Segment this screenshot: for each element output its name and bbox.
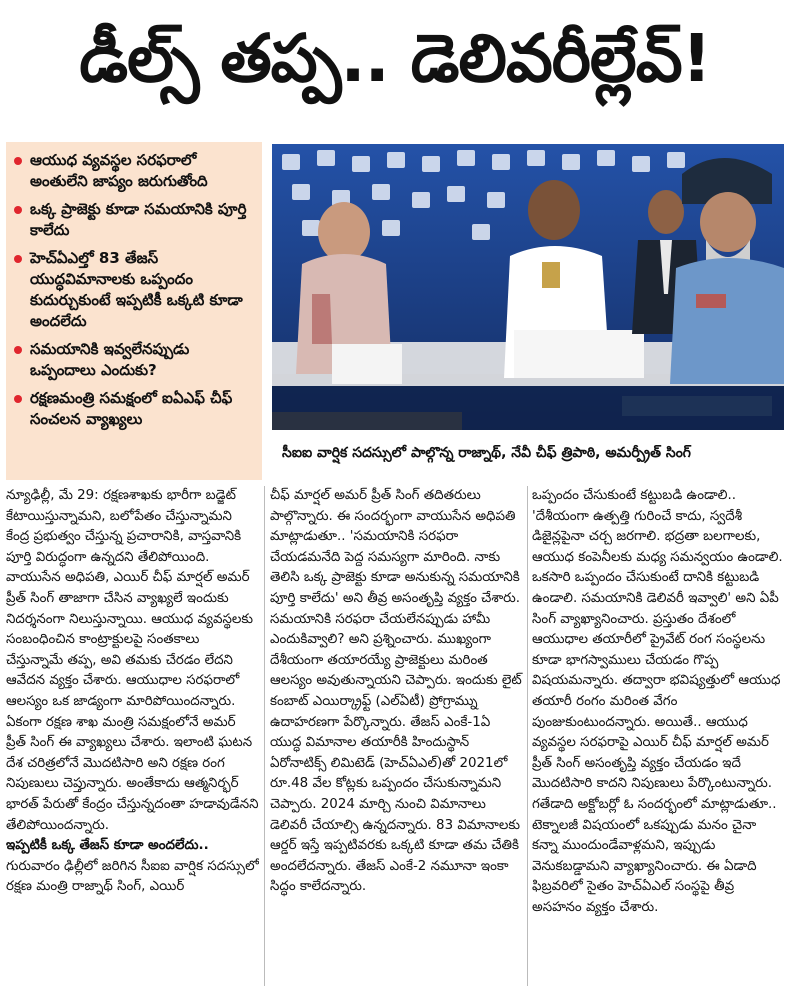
article-column-1 bbox=[6, 486, 259, 991]
article-paragraph: న్యూఢిల్లీ, మే 29: రక్షణశాఖకు భారీగా బడ్జెట్ కేటాయిస్తున్నామని, బలోపేతం చేస్తున్నామని కేంద్ర ప్రభుత్వం చేస్తున్న ప్రచారానికి, వాస్తవానికి పూర్తి విరుద్ధంగా ఉన్నదని తేలిపోయింది. వాయుసేన అధిపతి, ఎయిర్ చీఫ్ మార్షల్ అమర్ ప్రీత్ సింగ్ తాజాగా చేసిన వ్యాఖ్యలే ఇందుకు నిదర్శనంగా నిలుస్తున్నాయి. ఆయుధ వ్యవస్థలకు సంబంధించిన కాంట్రాక్టులపై సంతకాలు చేస్తున్నామే తప్ప, అవి తమకు చేరడం లేదని ఆవేదన వ్యక్తం చేశారు. ఆయుధాల సరఫరాలో ఆలస్యం ఒక జాడ్యంగా మారిపోయిందన్నారు. ఏకంగా రక్షణ శాఖ మంత్రి సమక్షంలోనే అమర్ ప్రీత్ సింగ్ ఈ వ్యాఖ్యలు చేశారు. ఇలాంటి ఘటన దేశ చరిత్రలోనే మొదటిసారి అని రక్షణ రంగ నిపుణులు చెప్తున్నారు. అంతేకాదు ఆత్మనిర్భర్ భారత్ పేరుతో కేంద్రం చేస్తున్నదంతా హడావుడేనని తేలిపోయిందన్నారు. bbox=[6, 488, 259, 833]
bullet-dot-icon bbox=[14, 206, 22, 214]
highlight-item: రక్షణమంత్రి సమక్షంలో ఐఏఎఫ్ చీఫ్ సంచలన వ్యాఖ్యలు bbox=[14, 388, 254, 430]
highlights-list bbox=[14, 150, 254, 430]
article-paragraph: ఒప్పందం చేసుకుంటే కట్టుబడి ఉండాలి.. 'దేశీయంగా ఉత్పత్తి గురించే కాదు, స్వదేశీ డిజైన్లపైనా చర్చ జరగాలి. భద్రతా బలగాలకు, ఆయుధ కంపెనీలకు మధ్య సమన్వయం ఉండాలి. ఒకసారి ఒప్పందం చేసుకుంటే దానికి కట్టుబడి ఉండాలి. సమయానికి డెలివరీ ఇవ్వాలి' అని ఏపీ సింగ్ వ్యాఖ్యానించారు. ప్రస్తుతం దేశంలో ఆయుధాల తయారీలో ప్రైవేట్ రంగ సంస్థలను కూడా భాగస్వాములు చేయడం గొప్ప విషయమన్నారు. తద్వారా భవిష్యత్తులో ఆయుధ తయారీ రంగం మరింత వేగం పుంజుకుంటుందన్నారు. అయితే.. ఆయుధ వ్యవస్థల సరఫరాపై ఎయిర్ చీఫ్ మార్షల్ అమర్ ప్రీత్ సింగ్ అసంతృప్తి వ్యక్తం చేయడం ఇదే మొదటిసారి కాదని నిపుణులు పేర్కొంటున్నారు. గతేడాది అక్టోబర్లో ఓ సందర్భంలో మాట్లాడుతూ.. టెక్నాలజీ విషయంలో ఒకప్పుడు మనం చైనా కన్నా ముందుండేవాళ్లమని, ఇప్పుడు వెనుకబడ్డామని వ్యాఖ్యానించారు. ఈ ఏడాది ఫిబ్రవరిలో సైతం హెచ్ఏఎల్ సంస్థపై తీవ్ర అసహనం వ్యక్తం చేశారు. bbox=[532, 488, 783, 915]
highlight-item: సమయానికి ఇవ్వలేనప్పుడు ఒప్పందాలు ఎందుకు? bbox=[14, 339, 254, 381]
bullet-dot-icon bbox=[14, 346, 22, 354]
column-divider bbox=[264, 486, 265, 986]
highlights-box bbox=[6, 142, 262, 480]
news-photo bbox=[272, 144, 784, 430]
bullet-dot-icon bbox=[14, 157, 22, 165]
article-subheading: ఇప్పటికీ ఒక్క తేజస్ కూడా అందలేదు.. bbox=[6, 838, 209, 854]
article-column-2 bbox=[270, 486, 523, 991]
article-paragraph: చీఫ్ మార్షల్ అమర్ ప్రీత్ సింగ్ తదితరులు పాల్గొన్నారు. ఈ సందర్భంగా వాయుసేన అధిపతి మాట్లాడుతూ.. 'సమయానికి సరఫరా చేయడమనేది పెద్ద సమస్యగా మారింది. నాకు తెలిసి ఒక్క ప్రాజెక్టు కూడా అనుకున్న సమయానికి పూర్తి కాలేదు' అని తీవ్ర అసంతృప్తి వ్యక్తం చేశారు. సమయానికి సరఫరా చేయలేనప్పుడు హామీ ఎందుకివ్వాలి? అని ప్రశ్నించారు. ముఖ్యంగా దేశీయంగా తయారయ్యే ప్రాజెక్టులు మరింత ఆలస్యం అవుతున్నాయని చెప్పారు. ఇందుకు లైట్ కంబాట్ ఎయిర్క్రాఫ్ట్ (ఎల్ఏటీ) ప్రోగ్రామ్ను ఉదాహరణగా పేర్కొన్నారు. తేజస్ ఎంకే-1ఏ యుద్ధ విమానాల తయారీకి హిందుస్థాన్ ఏరోనాటిక్స్ లిమిటెడ్ (హెచ్ఏఎల్)తో 2021లో రూ.48 వేల కోట్లకు ఒప్పందం చేసుకున్నామని చెప్పారు. 2024 మార్చి నుంచి విమానాలు డెలివరీ చేయాల్సి ఉన్నదన్నారు. 83 విమానాలకు ఆర్డర్ ఇస్తే ఇప్పటివరకు ఒక్కటి కూడా తమ చేతికి అందలేదన్నారు. తేజస్ ఎంకే-2 నమూనా ఇంకా సిద్ధం కాలేదన్నారు. bbox=[270, 488, 522, 895]
highlight-item: ఆయుధ వ్యవస్థల సరఫరాలో అంతులేని జాప్యం జరుగుతోంది bbox=[14, 150, 254, 192]
highlight-item: ఒక్క ప్రాజెక్టు కూడా సమయానికి పూర్తి కాలేదు bbox=[14, 199, 254, 241]
article-paragraph: గురువారం ఢిల్లీలో జరిగిన సీఐఐ వార్షిక సదస్సులో రక్షణ మంత్రి రాజ్నాథ్ సింగ్, ఎయిర్ bbox=[6, 858, 259, 895]
bullet-dot-icon bbox=[14, 395, 22, 403]
column-divider bbox=[527, 486, 528, 986]
photo-caption: సీఐఐ వార్షిక సదస్సులో పాల్గొన్న రాజ్నాథ్, నేవీ చీఫ్ త్రిపాఠి, అమర్ప్రీత్ సింగ్ bbox=[272, 430, 784, 478]
event-photo-illustration bbox=[272, 144, 784, 430]
headline: డీల్స్ తప్ప.. డెలివరీల్లేవ్! bbox=[79, 19, 711, 97]
article-column-3 bbox=[532, 486, 785, 991]
highlight-item: హెచ్ఏఎల్తో 83 తేజస్ యుద్ధవిమానాలకు ఒప్పందం కుదుర్చుకుంటే ఇప్పటికీ ఒక్కటి కూడా అందలేదు bbox=[14, 248, 254, 332]
bullet-dot-icon bbox=[14, 255, 22, 263]
